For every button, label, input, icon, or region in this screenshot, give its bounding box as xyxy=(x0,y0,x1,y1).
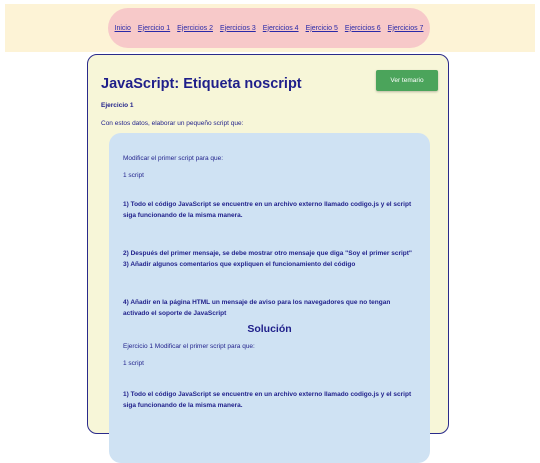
statement-text: Modificar el primer script para que: xyxy=(123,155,224,162)
nav-link-ejercicios-3[interactable]: Ejercicios 3 xyxy=(219,24,256,32)
solution-statement: Ejercicio 1 Modificar el primer script para que: xyxy=(123,343,255,350)
nav-link-ejercicios-6[interactable]: Ejercicios 6 xyxy=(344,24,381,32)
nav-link-inicio[interactable]: Inicio xyxy=(114,24,131,32)
item-1-text: 1) Todo el código JavaScript se encuentre en un archivo externo llamado codigo.js y el script siga funcionando de la misma manera. xyxy=(123,201,412,219)
ver-temario-button[interactable]: Ver temario xyxy=(376,70,438,91)
solution-item-1-text: 1) Todo el código JavaScript se encuentre en un archivo externo llamado codigo.js y el script siga funcionando de la misma manera. xyxy=(123,391,412,409)
exercise-box xyxy=(109,133,430,463)
nav-link-ejercicios-7[interactable]: Ejercicios 7 xyxy=(387,24,424,32)
nav-link-ejercicio-1[interactable]: Ejercicio 1 xyxy=(137,24,171,32)
main-nav xyxy=(108,8,430,48)
content-card xyxy=(87,54,449,434)
exercise-intro: Con estos datos, elaborar un pequeño script que: xyxy=(101,120,244,127)
nav-link-ejercicios-2[interactable]: Ejercicios 2 xyxy=(177,24,213,32)
solution-title: Solución xyxy=(247,323,292,335)
nav-link-ejercicios-4[interactable]: Ejercicios 4 xyxy=(262,24,299,32)
script-label: 1 script xyxy=(123,172,144,179)
nav-link-ejercicio-5[interactable]: Ejercicio 5 xyxy=(305,24,338,32)
item-4-text: 4) Añadir en la página HTML un mensaje de aviso para los navegadores que no tengan activado el soporte de JavaScript xyxy=(123,299,391,317)
page-title: JavaScript: Etiqueta noscript xyxy=(101,76,302,92)
exercise-heading: Ejercicio 1 xyxy=(101,102,134,109)
item-2-text: 2) Después del primer mensaje, se debe mostrar otro mensaje que diga "Soy el primer script" 3) Añadir algunos comentarios que expliquen el funcionamiento del código xyxy=(123,250,413,268)
solution-script-label: 1 script xyxy=(123,360,144,367)
